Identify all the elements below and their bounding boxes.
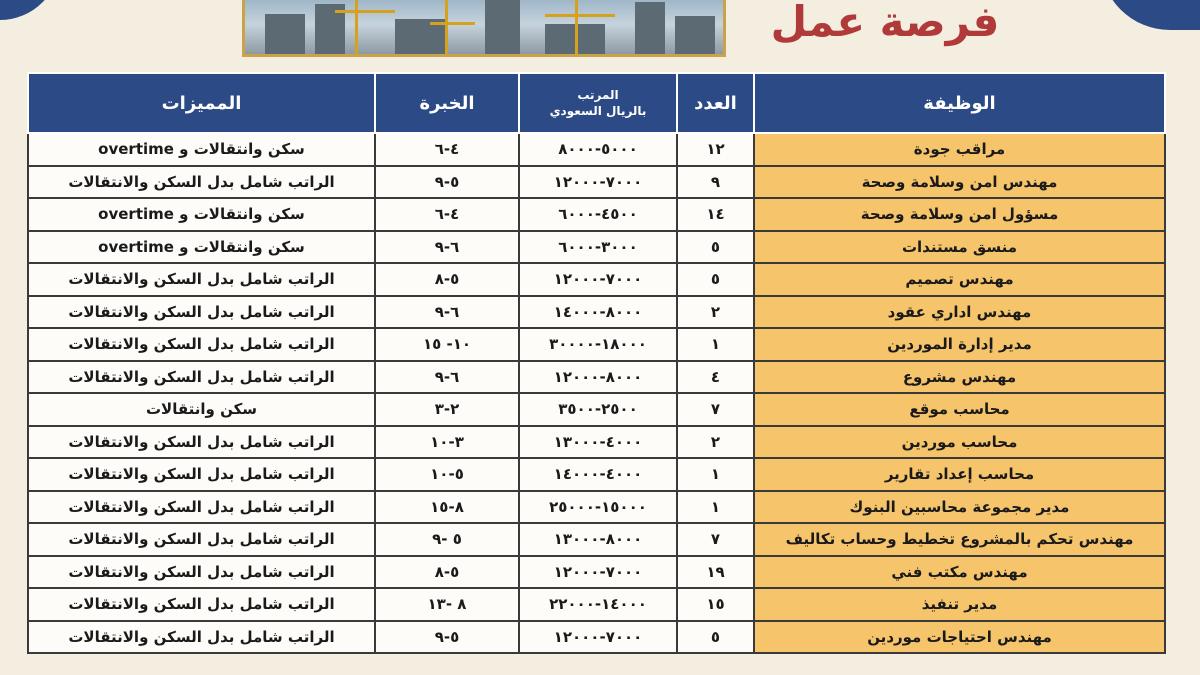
cell-count: ٢ <box>677 426 754 459</box>
cell-experience: ٥-٩ <box>375 166 519 199</box>
cell-features: الراتب شامل بدل السكن والانتقالات <box>28 426 375 459</box>
table-row <box>28 491 1165 524</box>
construction-site-photo <box>242 0 726 57</box>
cell-experience: ٥-٨ <box>375 263 519 296</box>
cell-job: مدير إدارة الموردين <box>754 328 1165 361</box>
cell-job: منسق مستندات <box>754 231 1165 264</box>
cell-experience: ٥-١٠ <box>375 458 519 491</box>
cell-count: ٤ <box>677 361 754 394</box>
cell-job: مهندس تحكم بالمشروع تخطيط وحساب تكاليف <box>754 523 1165 556</box>
cell-experience: ١٠- ١٥ <box>375 328 519 361</box>
header-salary-line2: بالريال السعودي <box>549 104 647 118</box>
cell-job: محاسب موردين <box>754 426 1165 459</box>
header-count: العدد <box>677 73 754 133</box>
cell-experience: ٣-١٠ <box>375 426 519 459</box>
cell-features: الراتب شامل بدل السكن والانتقالات <box>28 361 375 394</box>
cell-count: ٥ <box>677 231 754 264</box>
cell-job: مدير مجموعة محاسبين البنوك <box>754 491 1165 524</box>
cell-salary: ٨٠٠٠-١٤٠٠٠ <box>519 296 677 329</box>
cell-features: الراتب شامل بدل السكن والانتقالات <box>28 621 375 654</box>
cell-features: الراتب شامل بدل السكن والانتقالات <box>28 166 375 199</box>
cell-experience: ٦-٩ <box>375 361 519 394</box>
cell-job: مسؤول امن وسلامة وصحة <box>754 198 1165 231</box>
cell-experience: ٥-٩ <box>375 621 519 654</box>
cell-job: مهندس امن وسلامة وصحة <box>754 166 1165 199</box>
cell-salary: ٨٠٠٠-١٣٠٠٠ <box>519 523 677 556</box>
cell-features: الراتب شامل بدل السكن والانتقالات <box>28 523 375 556</box>
cell-count: ٥ <box>677 263 754 296</box>
table-row <box>28 393 1165 426</box>
cell-job: مراقب جودة <box>754 133 1165 166</box>
cell-salary: ١٥٠٠٠-٢٥٠٠٠ <box>519 491 677 524</box>
cell-count: ٢ <box>677 296 754 329</box>
cell-experience: ٦-٩ <box>375 296 519 329</box>
table-row <box>28 458 1165 491</box>
cell-job: مهندس تصميم <box>754 263 1165 296</box>
table-row <box>28 231 1165 264</box>
cell-experience: ٥ -٩ <box>375 523 519 556</box>
cell-experience: ٤-٦ <box>375 133 519 166</box>
cell-count: ١٤ <box>677 198 754 231</box>
cell-salary: ٢٥٠٠-٣٥٠٠ <box>519 393 677 426</box>
cell-features: سكن وانتقالات <box>28 393 375 426</box>
cell-salary: ٧٠٠٠-١٢٠٠٠ <box>519 166 677 199</box>
page-title: فرصة عمل <box>770 0 1000 46</box>
cell-features: سكن وانتقالات و overtime <box>28 133 375 166</box>
cell-count: ١ <box>677 458 754 491</box>
cell-count: ١٥ <box>677 588 754 621</box>
cell-salary: ٧٠٠٠-١٢٠٠٠ <box>519 621 677 654</box>
header-salary <box>519 73 677 133</box>
decorative-corner-left <box>0 0 60 20</box>
cell-salary: ٧٠٠٠-١٢٠٠٠ <box>519 556 677 589</box>
table-row <box>28 166 1165 199</box>
cell-salary: ٥٠٠٠-٨٠٠٠ <box>519 133 677 166</box>
cell-job: محاسب إعداد تقارير <box>754 458 1165 491</box>
cell-count: ١٩ <box>677 556 754 589</box>
cell-job: مهندس احتياجات موردين <box>754 621 1165 654</box>
cell-salary: ٧٠٠٠-١٢٠٠٠ <box>519 263 677 296</box>
cell-features: الراتب شامل بدل السكن والانتقالات <box>28 296 375 329</box>
cell-experience: ٨ -١٣ <box>375 588 519 621</box>
cell-experience: ٦-٩ <box>375 231 519 264</box>
cell-features: سكن وانتقالات و overtime <box>28 231 375 264</box>
table-row <box>28 263 1165 296</box>
table-row <box>28 198 1165 231</box>
cell-experience: ٢-٣ <box>375 393 519 426</box>
cell-job: مهندس مكتب فني <box>754 556 1165 589</box>
cell-count: ٧ <box>677 393 754 426</box>
cell-features: الراتب شامل بدل السكن والانتقالات <box>28 263 375 296</box>
jobs-table <box>27 72 1166 654</box>
cell-salary: ٤٠٠٠-١٤٠٠٠ <box>519 458 677 491</box>
table-header-row <box>28 73 1165 133</box>
cell-job: محاسب موقع <box>754 393 1165 426</box>
cell-count: ٩ <box>677 166 754 199</box>
cell-salary: ٤٠٠٠-١٣٠٠٠ <box>519 426 677 459</box>
header-experience: الخبرة <box>375 73 519 133</box>
cell-count: ١ <box>677 491 754 524</box>
cell-job: مدير تنفيذ <box>754 588 1165 621</box>
cell-features: الراتب شامل بدل السكن والانتقالات <box>28 328 375 361</box>
cell-count: ١ <box>677 328 754 361</box>
header-salary-line1: المرتب <box>577 88 619 102</box>
cell-salary: ٣٠٠٠-٦٠٠٠ <box>519 231 677 264</box>
cell-salary: ١٤٠٠٠-٢٢٠٠٠ <box>519 588 677 621</box>
cell-features: الراتب شامل بدل السكن والانتقالات <box>28 458 375 491</box>
table-row <box>28 361 1165 394</box>
cell-job: مهندس مشروع <box>754 361 1165 394</box>
table-row <box>28 328 1165 361</box>
cell-count: ٧ <box>677 523 754 556</box>
cell-count: ٥ <box>677 621 754 654</box>
header-features: المميزات <box>28 73 375 133</box>
header-job: الوظيفة <box>754 73 1165 133</box>
table-row <box>28 556 1165 589</box>
table-row <box>28 296 1165 329</box>
table-row <box>28 523 1165 556</box>
table-row <box>28 588 1165 621</box>
cell-features: الراتب شامل بدل السكن والانتقالات <box>28 491 375 524</box>
cell-salary: ٤٥٠٠-٦٠٠٠ <box>519 198 677 231</box>
table-row <box>28 133 1165 166</box>
table-row <box>28 426 1165 459</box>
cell-job: مهندس اداري عقود <box>754 296 1165 329</box>
cell-salary: ١٨٠٠٠-٣٠٠٠٠ <box>519 328 677 361</box>
cell-features: الراتب شامل بدل السكن والانتقالات <box>28 588 375 621</box>
cell-experience: ٨-١٥ <box>375 491 519 524</box>
cell-salary: ٨٠٠٠-١٢٠٠٠ <box>519 361 677 394</box>
table-row <box>28 621 1165 654</box>
cell-experience: ٥-٨ <box>375 556 519 589</box>
cell-count: ١٢ <box>677 133 754 166</box>
cell-features: الراتب شامل بدل السكن والانتقالات <box>28 556 375 589</box>
cell-features: سكن وانتقالات و overtime <box>28 198 375 231</box>
cell-experience: ٤-٦ <box>375 198 519 231</box>
decorative-corner-right <box>1100 0 1200 30</box>
